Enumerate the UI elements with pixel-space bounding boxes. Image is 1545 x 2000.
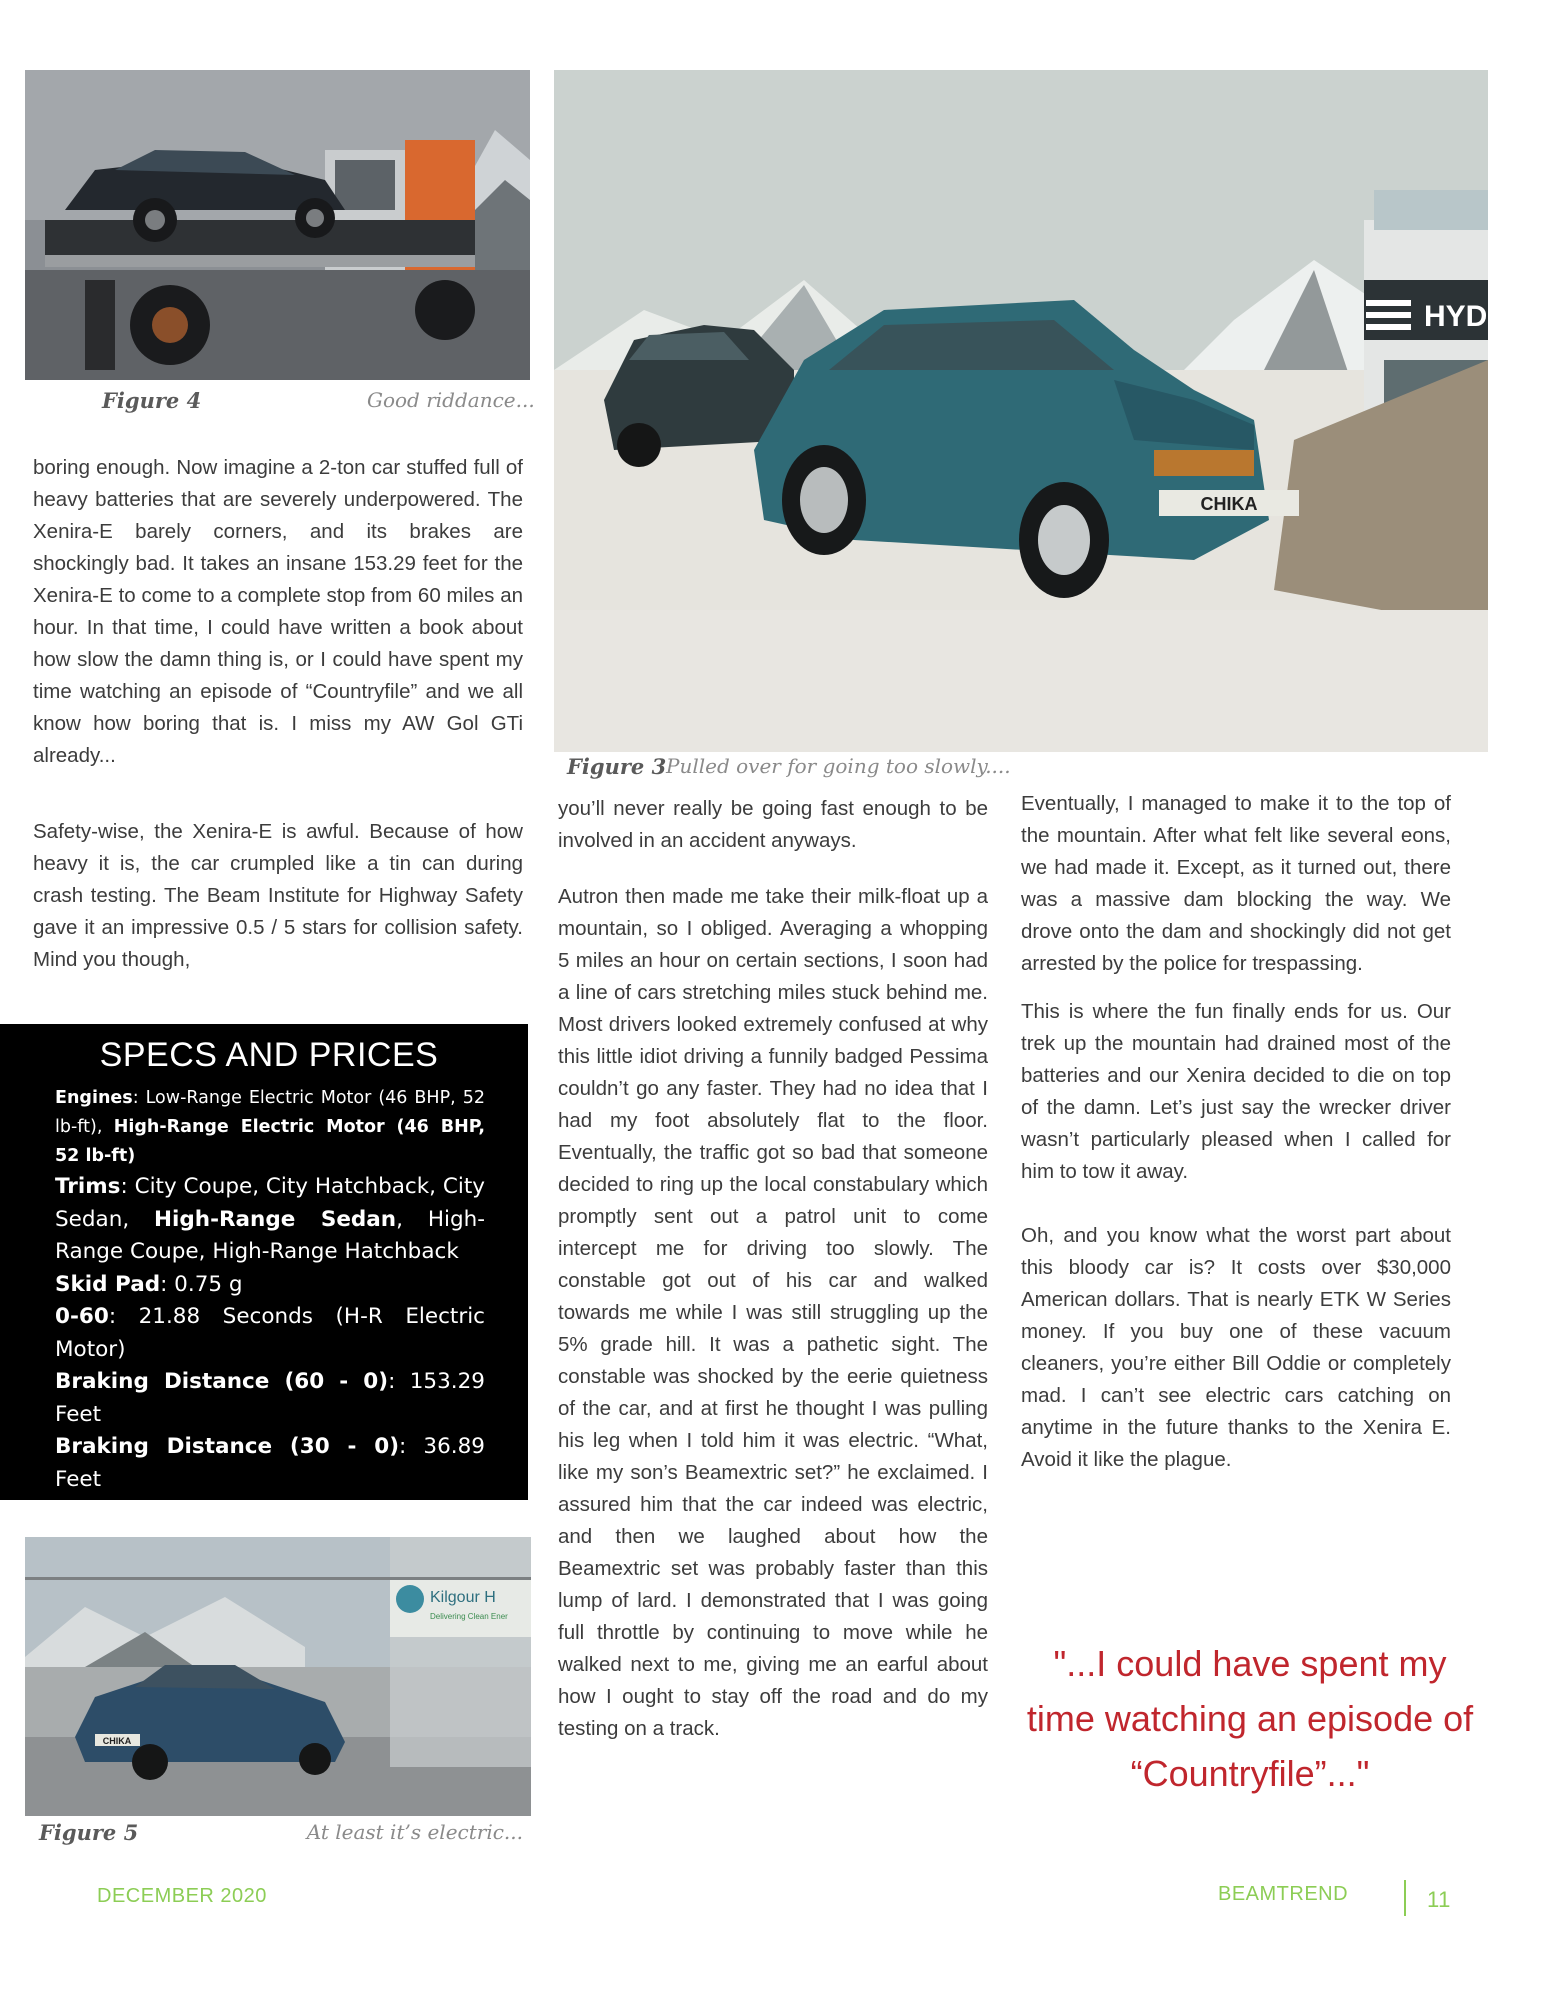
trims-value-2: High-Range Sedan bbox=[154, 1206, 397, 1232]
trims-value-3: , High-Range Coupe, High-Range Hatchback bbox=[55, 1206, 485, 1264]
specs-title: SPECS AND PRICES bbox=[99, 1036, 439, 1074]
specs-0-60 bbox=[55, 1301, 485, 1366]
left-para-2: Safety-wise, the Xenira-E is awful. Because of how heavy it is, the car crumpled like a tin can during crash testing. The Beam Institute for Highway Safety gave it an impressive 0.5 / 5 stars for collision safety. Mind you though, bbox=[33, 820, 523, 971]
page-number: 11 bbox=[1427, 1887, 1451, 1912]
hydro-sign-text: HYDRO bbox=[1424, 300, 1533, 333]
right-para-3: Oh, and you know what the worst part about this bloody car is? It costs over $30,000 American dollars. That is nearly ETK W Series money. If you buy one of these vacuum cleaners, you’re either Bill Oddie or completely mad. I can’t see electric cars catching on anytime in the future thanks to the Xenira E. Avoid it like the plague. bbox=[1021, 1224, 1451, 1471]
figure-4-photo bbox=[25, 70, 530, 380]
specs-body bbox=[55, 1084, 485, 1561]
figure-5-sign-subtitle: Delivering Clean Ener bbox=[430, 1612, 508, 1621]
middle-column bbox=[558, 793, 988, 1745]
footer-date: DECEMBER 2020 bbox=[97, 1885, 267, 1907]
specs-braking-30 bbox=[55, 1431, 485, 1496]
footer-divider bbox=[1404, 1880, 1406, 1916]
middle-para-2: Autron then made me take their milk-float up a mountain, so I obliged. Averaging a whopping 5 miles an hour on certain sections, I soon had a line of cars stretching miles stuck behind me. Most drivers looked extremely confused at why this little idiot driving a funnily badged Pessima couldn’t go any faster. They had no idea that I had my foot absolutely flat to the floor. Eventually, the traffic got so bad that someone decided to ring up the local constabulary which promptly sent out a patrol unit to come intercept me for driving too slowly. The constable got out of his car and walked towards me while I was still struggling up the 5% grade hill. It was a pathetic sight. The constable was shocked by the eerie quietness of the car, and at first he thought I was pulling his leg when I told him it was electric. “What, like my son’s Beamextric set?” he exclaimed. I assured him that the car indeed was electric, and then we laughed about how the Beamextric set was probably faster than this lump of lard. I demonstrated that I was going full throttle by continuing to move while he walked next to me, giving me an earful about how I ought to stay off the road and do my testing on a track. bbox=[558, 885, 988, 1740]
trims-label: Trims bbox=[55, 1174, 121, 1199]
figure-3-label: Figure 3 bbox=[567, 754, 667, 779]
specs-box bbox=[0, 1024, 528, 1524]
figure-5-photo bbox=[25, 1537, 531, 1816]
middle-para-1: you’ll never really be going fast enough to be involved in an accident anyways. bbox=[558, 797, 988, 852]
specs-engines bbox=[55, 1084, 485, 1171]
engines-value-2: High-Range Electric Motor (46 BHP, 52 lb-ft) bbox=[55, 1117, 485, 1166]
brake60-label: Braking Distance (60 - 0) bbox=[55, 1369, 389, 1394]
specs-trims bbox=[55, 1171, 485, 1269]
figure-5-caption: At least it’s electric... bbox=[306, 1820, 523, 1844]
brake60-value: : 153.29 Feet bbox=[55, 1369, 485, 1427]
brake30-label: Braking Distance (30 - 0) bbox=[55, 1434, 400, 1459]
figure-3-photo bbox=[554, 70, 1533, 752]
figure-3-caption: Pulled over for going too slowly.... bbox=[666, 754, 1011, 778]
figure-5-label: Figure 5 bbox=[39, 1820, 139, 1845]
specs-skidpad bbox=[55, 1269, 485, 1302]
zero60-label: 0-60 bbox=[55, 1304, 109, 1329]
trims-value-1: : City Coupe, City Hatchback, City Sedan, bbox=[55, 1174, 485, 1232]
figure-4-label: Figure 4 bbox=[102, 388, 202, 413]
figure-5-plate-text: CHIKA bbox=[102, 1736, 132, 1746]
specs-braking-60 bbox=[55, 1366, 485, 1431]
right-column bbox=[1021, 788, 1451, 1476]
right-para-1: Eventually, I managed to make it to the top of the mountain. After what felt like several eons, we had made it. Except, as it turned out, there was a massive dam blocking the way. We drove onto the dam and shockingly did not get arrested by the police for trespassing. bbox=[1021, 792, 1451, 975]
left-column bbox=[33, 452, 523, 976]
skidpad-value: : 0.75 g bbox=[160, 1271, 243, 1297]
left-para-1: boring enough. Now imagine a 2-ton car stuffed full of heavy batteries that are severely underpowered. The Xenira-E barely corners, and its brakes are shockingly bad. It takes an insane 153.29 feet for the Xenira-E to come to a complete stop from 60 miles an hour. In that time, I could have written a book about how slow the damn thing is, or I could have spent my time watching an episode of “Countryfile” and we all know how boring that is. I miss my AW Gol GTi already... bbox=[33, 456, 523, 767]
zero60-value: : 21.88 Seconds (H-R Electric Motor) bbox=[55, 1304, 485, 1362]
prices-label: Prices (Taxes and Delivery not bbox=[55, 1499, 485, 1524]
footer-magazine: BEAMTREND bbox=[1218, 1883, 1349, 1905]
figure-3-plate-text: CHIKA bbox=[1200, 494, 1258, 514]
right-para-2: This is where the fun finally ends for us. Our trek up the mountain had drained most of the batteries and our Xenira decided to die on top of the damn. Let’s just say the wrecker driver wasn’t particularly pleased when I called for him to tow it away. bbox=[1021, 1000, 1451, 1183]
figure-5-sign-title: Kilgour H bbox=[430, 1589, 496, 1606]
pull-quote: "...I could have spent my time watching an episode of “Countryfile”..." bbox=[1026, 1643, 1474, 1794]
brake30-value: : 36.89 Feet bbox=[55, 1434, 485, 1492]
engines-label: Engines bbox=[55, 1088, 133, 1108]
figure-4-caption: Good riddance... bbox=[367, 388, 535, 412]
engines-value-1: : Low-Range Electric Motor (46 BHP, 52 lb-ft), bbox=[55, 1088, 485, 1137]
skidpad-label: Skid Pad bbox=[55, 1271, 161, 1297]
